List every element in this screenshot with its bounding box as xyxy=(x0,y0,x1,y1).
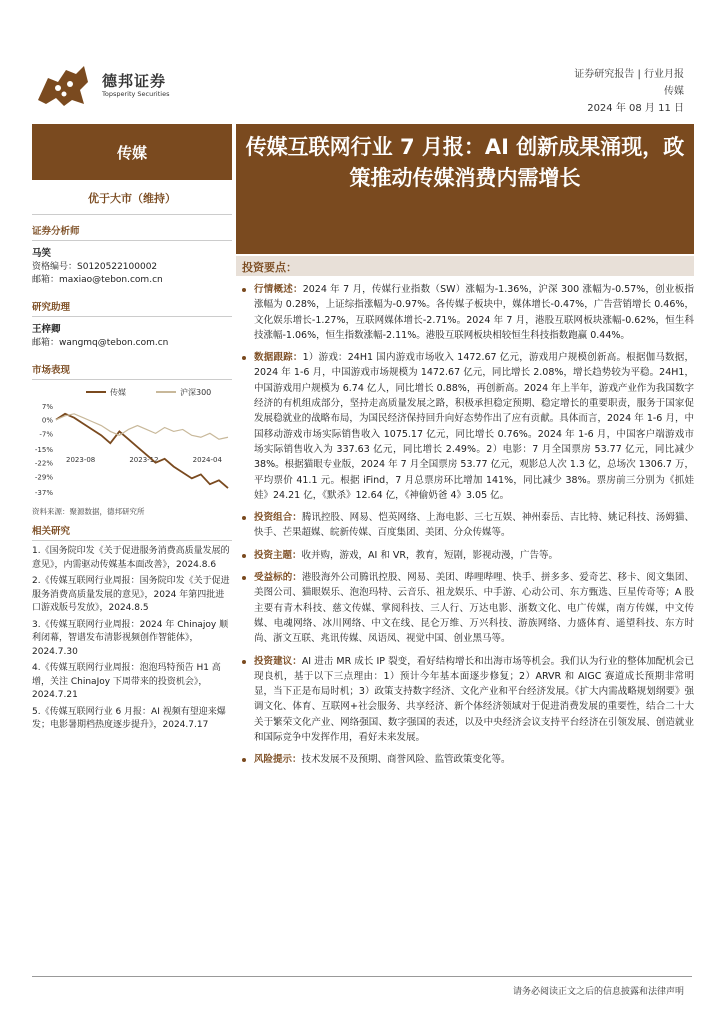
report-header xyxy=(574,66,684,117)
key-point-text: 港股海外公司腾讯控股、网易、美团、哔哩哔哩、快手、拼多多、爱奇艺、移卡、阅文集团、美图公司、猫眼娱乐、泡泡玛特、云音乐、祖龙娱乐、中手游、心动公司、东方甄选、巨星传奇等；A 股主要有青木科技、慈文传媒、掌阅科技、三人行、万达电影、浙数文化、电广传媒，南方传媒，中文传媒、电魂网络、冰川网络、中文在线、昆仑万维、万兴科技、游族网络、力盛体育、遥望科技、东方时尚、浙文互联、兆讯传媒、凤语凤、视觉中国、创业黑马等。 xyxy=(254,572,694,645)
report-type: 证券研究报告 | 行业月报 xyxy=(574,69,684,80)
legend-label: 传媒 xyxy=(110,388,126,397)
key-point-label: 行情概述： xyxy=(254,284,303,295)
key-point-label: 投资建议： xyxy=(254,655,302,667)
analyst-section-title: 证券分析师 xyxy=(32,223,232,241)
key-point-paragraph xyxy=(236,654,694,746)
related-item[interactable]: 3.《传媒互联网行业周报：2024 年 Chinajoy 顺利闭幕，智谱发布清影视频创作智能体》，2024.7.30 xyxy=(32,619,229,657)
related-item[interactable]: 4.《传媒互联网行业周报：泡泡玛特预告 H1 高增，关注 ChinaJoy 下周带来的投资机会》，2024.7.21 xyxy=(32,663,221,700)
y-tick-label: 0% xyxy=(41,416,53,425)
left-sidebar xyxy=(32,124,232,736)
y-tick-label: -7% xyxy=(39,430,53,439)
key-point-text: 收并购，游戏，AI 和 VR，教育，短剧，影视动漫，广告等。 xyxy=(301,549,558,561)
assistant-section-title: 研究助理 xyxy=(32,299,232,317)
key-point-label: 受益标的： xyxy=(254,572,302,584)
analyst-info xyxy=(32,247,232,287)
y-tick-label: -15% xyxy=(34,446,53,454)
company-name-en: Topsperity Securities xyxy=(102,90,170,98)
chart-source: 资料来源：聚源数据，德邦研究所 xyxy=(32,507,145,516)
related-item[interactable]: 5.《传媒互联网行业 6 月报：AI 视频有望迎来爆发；电影暑期档热度逐步提升》，2024.7.17 xyxy=(32,706,226,730)
analyst-email[interactable]: 邮箱：maxiao@tebon.com.cn xyxy=(32,275,163,285)
key-point-paragraph xyxy=(236,350,694,503)
related-list xyxy=(32,545,232,733)
market-chart-svg xyxy=(32,384,232,504)
analyst-name: 马笑 xyxy=(32,248,52,259)
key-point-label: 风险提示： xyxy=(254,754,302,766)
key-point-paragraph xyxy=(236,282,694,343)
legend-label: 沪深300 xyxy=(180,388,212,397)
key-point-text: 技术发展不及预期、商誉风险、监管政策变化等。 xyxy=(301,754,511,766)
company-name: 德邦证券 xyxy=(102,72,167,90)
key-point-paragraph xyxy=(236,752,694,767)
y-tick-label: -22% xyxy=(34,459,53,468)
market-chart xyxy=(32,384,232,504)
series-line xyxy=(56,414,228,488)
key-points-header: 投资要点： xyxy=(236,256,694,276)
related-section-title: 相关研究 xyxy=(32,523,232,541)
key-point-text: 腾讯控股、网易、恺英网络、上海电影、三七互娱、神州泰岳、吉比特、姚记科技、汤姆猫、快手、芒果超媒、皖新传媒、百度集团、美团、分众传媒等。 xyxy=(254,512,694,539)
sector-label: 传媒 xyxy=(32,124,232,180)
key-point-label: 数据跟踪： xyxy=(254,352,303,364)
x-tick-label: 2023-08 xyxy=(66,455,96,464)
key-point-label: 投资组合： xyxy=(254,512,302,524)
assistant-email[interactable]: 邮箱：wangmq@tebon.com.cn xyxy=(32,338,169,348)
report-date: 2024 年 08 月 11 日 xyxy=(587,103,684,114)
key-point-text: 1）游戏：24H1 国内游戏市场收入 1472.67 亿元，游戏用户规模创新高。根据伽马数据，2024 年 1-6 月，中国游戏市场规模为 1472.67 亿元，同比增长 2.08%，增长趋势较为平稳。24H1，中国游戏用户规模为 6.74 亿人，同比增长 0.88%，再创新高。2024 年上半年，游戏产业作为我国数字经济的有机组成部分，坚持走高质量发展之路，积极承担稳定预期、稳定增长的重要职责，服务于国家促发展稳就业的战略布局，为国民经济保持回升向好态势作出了应有贡献。具体而言，2024 年 1-6 月，中国移动游戏市场实际销售收入 1075.17 亿元，同比增长 0.76%。2024 年 1-6 月，中国客户端游戏市场实际销售收入为 337.63 亿元，同比增长 2.49%。2）电影：7 月全国票房 53.77 亿元，同比减少 38%。根据猫眼专业版，2024 年 7 月全国票房 53.77 亿元，观影总人次 1.3 亿，总场次 1306.7 万，平均票价 41.1 元。根据 iFind，7 月总票房环比增加 141%，同比减少 38%。票房前三分别为《抓娃娃》24.21 亿，《默杀》12.64 亿，《神偷奶爸 4》3.05 亿。 xyxy=(254,352,694,501)
y-tick-label: -37% xyxy=(34,489,53,497)
rating: 优于大市（维持） xyxy=(32,190,232,215)
report-sector: 传媒 xyxy=(664,86,684,97)
x-tick-label: 2024-04 xyxy=(192,455,222,464)
key-points-content xyxy=(236,282,694,775)
footer-disclaimer: 请务必阅读正文之后的信息披露和法律声明 xyxy=(512,987,684,997)
assistant-name: 王梓卿 xyxy=(32,324,61,335)
market-section-title: 市场表现 xyxy=(32,362,232,380)
key-point-paragraph xyxy=(236,510,694,541)
x-tick-label: 2023-12 xyxy=(129,455,159,464)
key-point-text: AI 进击 MR 成长 IP 裂变，看好结构增长和出海市场等机会。我们认为行业的整体加配机会已现良机，基于以下三点理由：1）预计今年基本面逐步修复；2）ARVR 和 AIGC 赛道成长预期非常明显，当下正是布局时机；3）政策支持数字经济、文化产业和平台经济发展。《扩大内需战略规划纲要》强调文化、体育、互联网+社会服务、共享经济、新个体经济领域对于促进消费发展的重要性，结合二十大关于繁荣文化产业、网络强国、数字强国的表述，以及中央经济会议支持平台经济在引领发展、创造就业和国际竞争中发挥作用，看好未来发展。 xyxy=(254,655,694,744)
analyst-cert: 资格编号：S0120522100002 xyxy=(32,262,158,272)
series-line xyxy=(56,414,228,439)
y-tick-label: -29% xyxy=(34,473,53,482)
related-item[interactable]: 2.《传媒互联网行业周报：国务院印发《关于促进服务消费高质量发展的意见》，2024 年第四批进口游戏版号发放》，2024.8.5 xyxy=(32,576,230,613)
logo-icon xyxy=(34,60,94,110)
key-point-paragraph xyxy=(236,548,694,563)
key-point-text: 2024 年 7 月，传媒行业指数（SW）涨幅为-1.36%，沪深 300 涨幅为-0.57%，创业板指涨幅为 0.28%，上证综指涨幅为-0.97%。各传媒子板块中，媒体增长-0.47%，广告营销增长 0.46%，文化娱乐增长-1.27%，互联网媒体增长-2.71%。2024 年 7 月，港股互联网板块涨幅-0.62%，恒生科技涨幅-1.06%，恒生指数涨幅-2.11%。港股互联网板块相较恒生科技指数跑赢 0.44%。 xyxy=(254,284,694,341)
key-point-label: 投资主题： xyxy=(254,549,302,561)
y-tick-label: 7% xyxy=(41,403,53,411)
report-title: 传媒互联网行业 7 月报：AI 创新成果涌现，政策推动传媒消费内需增长 xyxy=(236,124,694,254)
footer-divider xyxy=(32,976,692,977)
assistant-info xyxy=(32,323,232,350)
related-item[interactable]: 1.《国务院印发《关于促进服务消费高质量发展的意见》，内需驱动传媒基本面改善》，2024.8.6 xyxy=(32,546,230,570)
key-point-paragraph xyxy=(236,570,694,646)
